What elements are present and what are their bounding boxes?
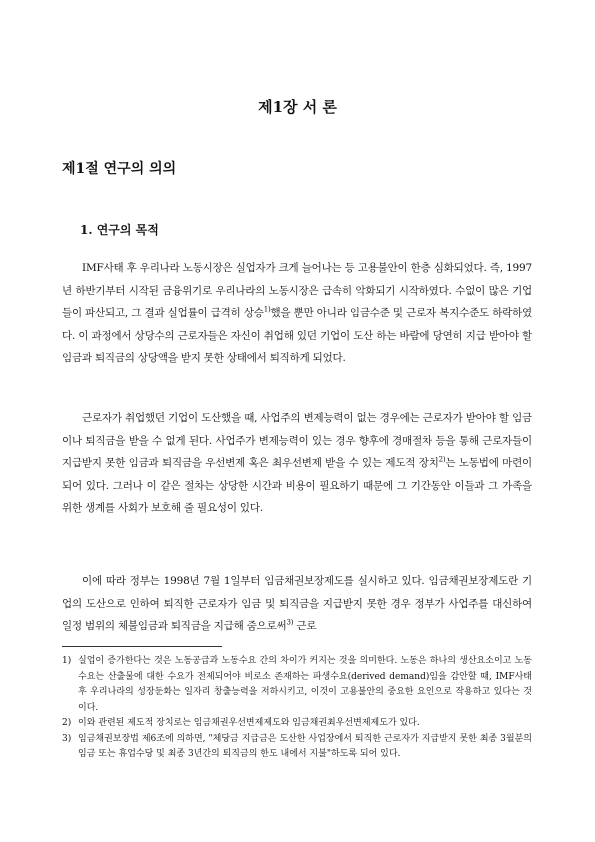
subsection-title: 1. 연구의 목적 xyxy=(80,223,159,237)
body-paragraph xyxy=(62,407,532,520)
footnote-ref[interactable]: 1) xyxy=(263,305,271,314)
paragraph-text: 이에 따라 정부는 1998년 7월 1일부터 임금채권보장제도를 실시하고 있다. 임금채권보장제도란 기업의 도산으로 인하여 퇴직한 근로자가 임금 및 퇴직금을 지급받지 못한 경우 정부가 사업주를 대신하여 일정 범위의 체불임금과 퇴직금을 지급해 줌으로써 xyxy=(62,575,532,632)
paragraph-text: 했을 뿐만 아니라 임금수준 및 근로자 복지수준도 하락하였다. 이 과정에서 상당수의 근로자들은 자신이 취업해 있던 기업이 도산 하는 바람에 당연히 지급 받아야 할 임금과 퇴직금의 상당액을 받지 못한 상태에서 퇴직하게 되었다. xyxy=(62,307,532,364)
footnote xyxy=(62,716,532,732)
footnote-ref[interactable]: 3) xyxy=(286,618,294,627)
footnote xyxy=(62,654,532,716)
footnote-list xyxy=(62,654,532,763)
footnote-divider xyxy=(62,646,222,647)
section-title: 제1절 연구의 의의 xyxy=(62,161,177,177)
body-paragraph xyxy=(62,570,532,638)
paragraph-text: 는 노동법에 마련이 되어 있다. 그러나 이 같은 절차는 상당한 시간과 비용이 필요하기 때문에 그 기간동안 이들과 그 가족을 위한 생계를 사회가 보호해 줄 필요성이 있다. xyxy=(62,457,532,514)
paragraph-text: 근로자가 취업했던 기업이 도산했을 때, 사업주의 변제능력이 없는 경우에는 근로자가 받아야 할 임금이나 퇴직금을 받을 수 없게 된다. 사업주가 변제능력이 있는 경우 향후에 경매절차 등을 통해 근로자들이 지급받지 못한 임금과 퇴직금을 우선변제 혹은 최우선변제 받을 수 있는 제도적 장치 xyxy=(62,412,532,469)
footnote-number: 3) xyxy=(62,733,72,744)
footnote-text: 이와 관련된 제도적 장치로는 임금채권우선변제제도와 임금채권최우선변제제도가 있다. xyxy=(78,718,420,728)
footnote-text: 임금채권보장법 제6조에 의하면, "체당금 지급금은 도산한 사업장에서 퇴직한 근로자가 지급받지 못한 최종 3월분의 임금 또는 휴업수당 및 최종 3년간의 퇴직금의 한도 내에서 지불"하도록 되어 있다. xyxy=(78,733,532,759)
footnote-number: 1) xyxy=(62,656,72,666)
chapter-title: 제1장 서 론 xyxy=(258,98,337,116)
paragraph-text: IMF사태 후 우리나라 노동시장은 실업자가 크게 늘어나는 등 고용불안이 한층 심화되었다. 즉, 1997년 하반기부터 시작된 금융위기로 우리나라의 노동시장은 급속히 악화되기 시작하였다. 수없이 많은 기업들이 파산되고, 그 결과 실업률이 급격히 상승 xyxy=(62,262,532,319)
footnote-ref[interactable]: 2) xyxy=(438,455,446,464)
body-paragraph xyxy=(62,257,532,370)
footnote-number: 2) xyxy=(62,718,72,728)
footnote-text: 실업이 증가한다는 것은 노동공급과 노동수요 간의 차이가 커지는 것을 의미한다. 노동은 하나의 생산요소이고 노동수요는 산출물에 대한 수요가 전제되어야 비로소 존재하는 파생수요(derived demand)임을 감안할 때, IMF사태 후 우리나라의 성장둔화는 일자리 창출능력을 저하시키고, 이것이 고용불안의 중요한 요인으로 작용하고 있다는 것이다. xyxy=(78,656,532,713)
paragraph-text: 근로 xyxy=(293,620,317,632)
footnote xyxy=(62,732,532,763)
